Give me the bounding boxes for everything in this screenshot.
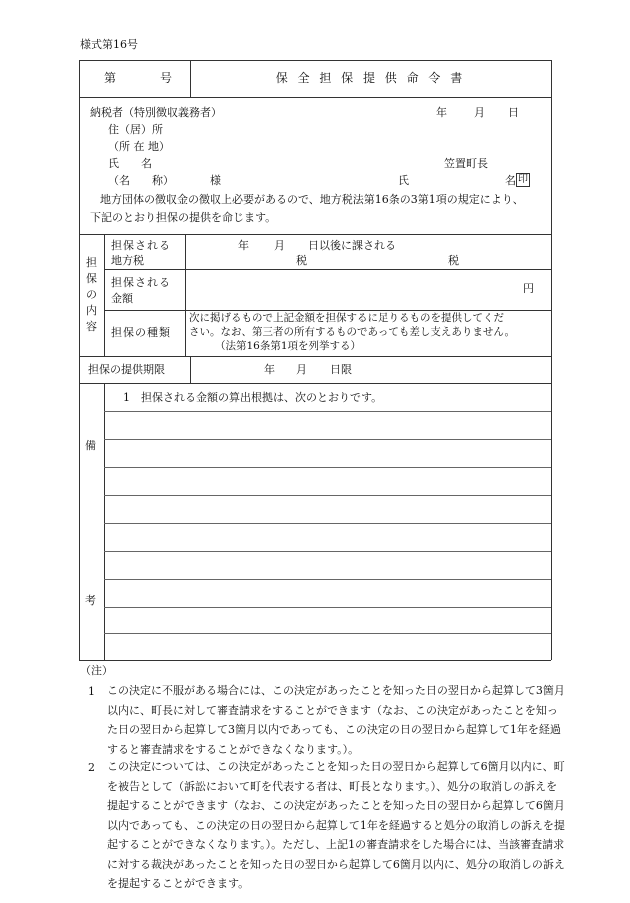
- note-1-text: この決定に不服がある場合には、この決定があったことを知った日の翌日から起算して3箇月以内に、町長に対して審査請求をすることができます（なお、この決定があったことを知った日の翌日から起算して3箇月以内であっても、この決定の日の翌日から起算して1年を経過すると審査請求をすることができなくなります。）。: [107, 684, 565, 756]
- notice-body-line2: 下記のとおり担保の提供を命じます。: [90, 211, 277, 224]
- remarks-rule: [104, 523, 551, 524]
- table-left-border: [79, 60, 80, 660]
- form-number: 様式第16号: [80, 38, 138, 51]
- date-year: 年: [436, 106, 447, 119]
- remarks-rule: [104, 607, 551, 608]
- document-number: 第 号: [104, 71, 175, 85]
- issuer-name-right: 名: [505, 174, 516, 187]
- tax-kind-1: 税: [296, 254, 307, 267]
- amount-label-line1: 担保される: [111, 276, 171, 289]
- table-bottom-border: [79, 660, 551, 661]
- address-label: 住（居）所: [108, 123, 163, 136]
- remarks-rule: [104, 495, 551, 496]
- deadline-day: 日限: [330, 363, 352, 376]
- remarks-rule: [104, 411, 551, 412]
- content-row-divider-2: [104, 310, 551, 311]
- date-month: 月: [474, 106, 485, 119]
- kind-text-line2: さい。なお、第三者の所有するものであっても差し支えありません。: [189, 326, 516, 338]
- remarks-side-divider: [104, 383, 105, 660]
- seal-mark: 印: [518, 174, 528, 185]
- remarks-line-1: 1 担保される金額の算出根拠は、次のとおりです。: [123, 391, 383, 404]
- content-side-label: 担 保 の 内 容: [86, 256, 97, 333]
- content-bottom-divider: [79, 356, 551, 357]
- deadline-month: 月: [296, 363, 307, 376]
- notice-divider: [79, 234, 551, 235]
- content-side-divider: [104, 234, 105, 356]
- note-1-number: 1: [88, 685, 95, 698]
- remarks-rule: [104, 633, 551, 634]
- content-row-divider-1: [104, 269, 551, 270]
- remarks-side-top: 備: [85, 439, 96, 452]
- header-divider: [79, 97, 551, 98]
- deadline-col-divider: [190, 356, 191, 383]
- table-top-border: [79, 60, 551, 61]
- tax-label-line1: 担保される: [111, 239, 171, 252]
- remarks-rule: [104, 467, 551, 468]
- tax-label-line2: 地方税: [111, 254, 144, 267]
- issuer-name-left: 氏: [398, 174, 409, 187]
- kind-text-line3: （法第16条第1項を列挙する）: [215, 340, 362, 352]
- tax-kind-2: 税: [448, 254, 459, 267]
- tax-after-date: 日以後に課される: [308, 239, 396, 252]
- date-day: 日: [508, 106, 519, 119]
- note-2-number: 2: [88, 761, 95, 774]
- remarks-rule: [104, 551, 551, 552]
- remarks-rule: [104, 439, 551, 440]
- table-right-border: [551, 60, 552, 660]
- kind-label: 担保の種類: [111, 326, 171, 339]
- document-title: 保 全 担 保 提 供 命 令 書: [275, 71, 466, 85]
- location-label: （所 在 地）: [108, 140, 170, 153]
- notice-body-line1: 地方団体の徴収金の徴収上必要があるので、地方税法第16条の3第1項の規定により、: [100, 193, 524, 206]
- content-label-divider: [185, 234, 186, 356]
- taxpayer-label: 納税者（特別徴収義務者）: [90, 106, 222, 119]
- deadline-year: 年: [264, 363, 275, 376]
- entity-label: （名 称）: [108, 174, 174, 187]
- kind-text-line1: 次に掲げるもので上記金額を担保するに足りるものを提供してくだ: [189, 312, 504, 324]
- amount-unit: 円: [523, 282, 534, 295]
- deadline-bottom-divider: [79, 383, 551, 384]
- notes-heading: （注）: [80, 664, 113, 677]
- note-2-text: この決定については、この決定があったことを知った日の翌日から起算して6箇月以内に、町を被告として（訴訟において町を代表する者は、町長となります。）、処分の取消しの訴えを提起することができます（なお、この決定があったことを知った日の翌日から起算して6箇月以内であっても、この決定の日の翌日から起算して1年を経過すると処分の取消しの訴えを提起することができなくなります。）。ただし、上記1の審査請求をした場合には、当該審査請求に対する裁決があったことを知った日の翌日から起算して6箇月以内に、処分の取消しの訴えを提起することができます。: [107, 760, 565, 890]
- name-label: 氏 名: [108, 157, 152, 170]
- tax-month: 月: [274, 239, 285, 252]
- amount-label-line2: 金額: [111, 292, 133, 305]
- issuer-title: 笠置町長: [444, 157, 488, 170]
- remarks-rule: [104, 579, 551, 580]
- remarks-side-bottom: 考: [85, 594, 96, 607]
- honorific: 様: [210, 174, 221, 187]
- deadline-label: 担保の提供期限: [88, 363, 165, 376]
- tax-year: 年: [238, 239, 249, 252]
